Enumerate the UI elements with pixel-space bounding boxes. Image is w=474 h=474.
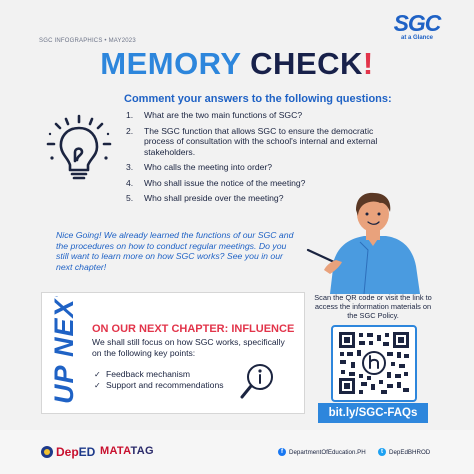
check-icon: ✓ bbox=[94, 381, 101, 390]
list-item bbox=[94, 380, 224, 391]
next-chapter-title: ON OUR NEXT CHAPTER: INFLUENCE bbox=[92, 323, 295, 335]
logo-main-text: SGC bbox=[393, 10, 441, 36]
lightbulb-icon bbox=[44, 114, 114, 186]
magnifier-info-icon bbox=[240, 362, 276, 400]
twitter-handle: DepEdBHROD bbox=[389, 448, 431, 456]
page-title bbox=[0, 46, 474, 82]
question-number: 3. bbox=[126, 162, 134, 172]
question-text: Who shall issue the notice of the meeting? bbox=[144, 177, 306, 188]
matatag-text-a: MATA bbox=[100, 445, 131, 457]
qr-code[interactable] bbox=[331, 325, 417, 402]
key-points-list bbox=[94, 369, 224, 391]
teacher-illustration bbox=[300, 190, 430, 295]
check-icon: ✓ bbox=[94, 370, 101, 379]
key-point-text: Support and recommendations bbox=[106, 380, 224, 390]
title-memory: MEMORY bbox=[100, 46, 242, 81]
questions-intro: Comment your answers to the following questions: bbox=[124, 93, 392, 105]
question-number: 2. bbox=[126, 125, 134, 136]
question-number: 4. bbox=[126, 177, 134, 188]
up-next-text: UP NEXT bbox=[49, 296, 79, 404]
question-number: 5. bbox=[126, 193, 134, 203]
title-check: CHECK bbox=[250, 46, 363, 81]
series-label: SGC INFOGRAPHICS • MAY2023 bbox=[39, 38, 136, 44]
matatag-logo bbox=[100, 445, 154, 457]
question-text: Who calls the meeting into order? bbox=[144, 162, 273, 172]
facebook-handle: DepartmentOfEducation.PH bbox=[289, 448, 366, 456]
up-next-label bbox=[45, 296, 79, 408]
closing-message: Nice Going! We already learned the functions of our SGC and the procedures on how to conduct regular meetings. Do you still want to learn more on how SGC works? See you in our next chapter! bbox=[56, 230, 294, 272]
matatag-text-b: TAG bbox=[130, 445, 154, 457]
question-item bbox=[126, 162, 386, 173]
question-text: Who shall preside over the meeting? bbox=[144, 193, 284, 203]
list-item bbox=[94, 369, 224, 380]
sgc-logo bbox=[390, 12, 444, 42]
question-item bbox=[126, 178, 386, 189]
twitter-link[interactable] bbox=[378, 448, 430, 456]
deped-seal-icon bbox=[40, 444, 54, 460]
faq-link[interactable]: bit.ly/SGC-FAQs bbox=[318, 403, 428, 423]
deped-text-a: Dep bbox=[56, 445, 79, 459]
title-exclamation: ! bbox=[362, 46, 374, 81]
key-point-text: Feedback mechanism bbox=[106, 369, 191, 379]
twitter-icon: t bbox=[378, 448, 386, 456]
question-text: The SGC function that allows SGC to ensure the democratic process of consultation with the school's internal and external stakeholders. bbox=[144, 125, 378, 157]
question-item bbox=[126, 110, 386, 121]
deped-text-b: ED bbox=[78, 445, 96, 459]
question-number: 1. bbox=[126, 110, 134, 120]
question-item bbox=[126, 126, 386, 158]
question-text: What are the two main functions of SGC? bbox=[144, 110, 303, 120]
qr-caption: Scan the QR code or visit the link to access the information materials on the SGC Policy. bbox=[314, 293, 432, 320]
facebook-link[interactable] bbox=[278, 448, 366, 456]
facebook-icon: f bbox=[278, 448, 286, 456]
next-chapter-body: We shall still focus on how SGC works, specifically on the following key points: bbox=[92, 337, 285, 358]
deped-logo bbox=[40, 442, 95, 462]
logo-subtext: at a Glance bbox=[400, 35, 433, 41]
